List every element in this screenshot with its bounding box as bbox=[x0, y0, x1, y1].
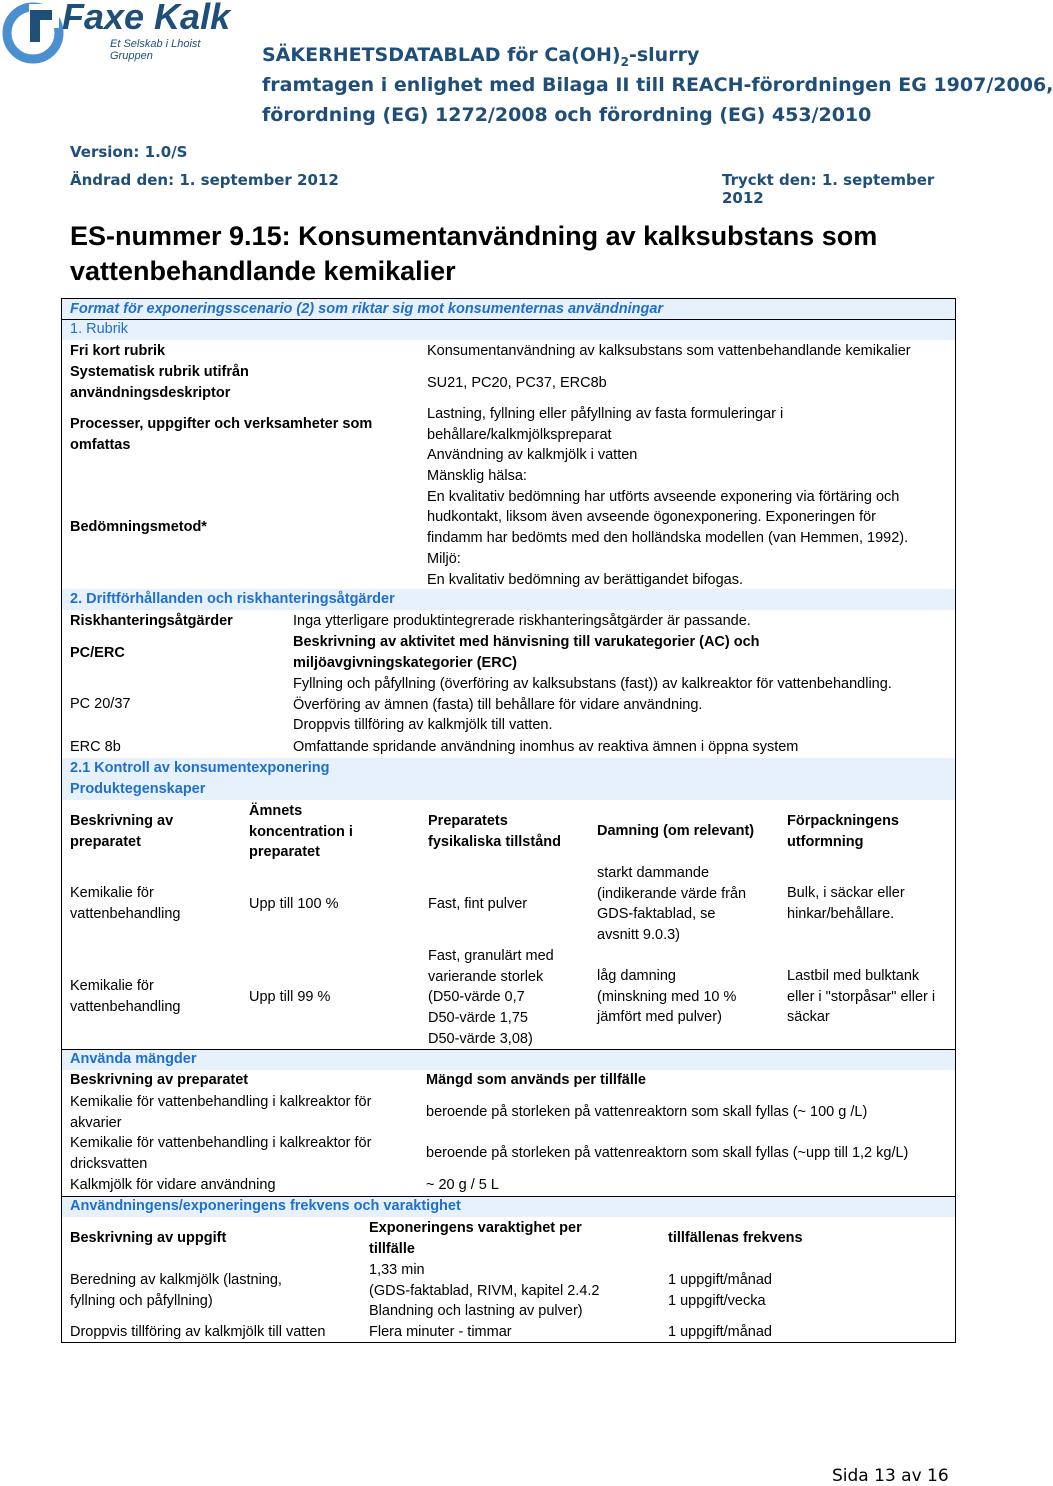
pc-erc-label: PC/ERC bbox=[70, 645, 125, 661]
amounts-title: Använda mängder bbox=[70, 1051, 197, 1067]
short-title-value: Konsumentanvändning av kalksubstans som vattenbehandlande kemikalier bbox=[427, 343, 911, 359]
row1-desc: Kemikalie för vattenbehandling bbox=[70, 885, 181, 922]
amounts-head-desc: Beskrivning av preparatet bbox=[70, 1072, 249, 1088]
amounts-head-amount: Mängd som används per tillfälle bbox=[426, 1072, 646, 1088]
systematic-title-value: SU21, PC20, PC37, ERC8b bbox=[427, 375, 607, 391]
processes-label: Processer, uppgifter och verksamheter som omfattas bbox=[70, 416, 373, 453]
col-conc-header: Ämnets koncentration i preparatet bbox=[249, 803, 353, 861]
short-title-label: Fri kort rubrik bbox=[70, 343, 166, 359]
amount-row3-desc: Kalkmjölk för vidare användning bbox=[70, 1177, 276, 1193]
col-pack-header: Förpackningens utformning bbox=[787, 813, 899, 850]
row2-conc: Upp till 99 % bbox=[249, 989, 331, 1005]
frequency-title: Användningens/exponeringens frekvens och varaktighet bbox=[70, 1198, 461, 1214]
page-number: Sida 13 av 16 bbox=[832, 1466, 949, 1486]
freq-row1-duration: 1,33 min (GDS-faktablad, RIVM, kapitel 2.4.2 Blandning och lastning av pulver) bbox=[369, 1262, 600, 1320]
risk-label: Riskhanteringsåtgärder bbox=[70, 613, 233, 629]
amount-row2-desc: Kemikalie för vattenbehandling i kalkreaktor för dricksvatten bbox=[70, 1135, 372, 1172]
col-desc-header: Beskrivning av preparatet bbox=[70, 813, 174, 850]
format-label: Format för exponeringsscenario (2) som riktar sig mot konsumenternas användningar bbox=[70, 301, 664, 317]
doc-title-line1: SÄKERHETSDATABLAD för $Ca(OH)_2$-slurry bbox=[262, 44, 700, 69]
assessment-value: Mänsklig hälsa: En kvalitativ bedömning har utförts avseende exponering via förtäring och hudkontakt, liksom även avseende ögonexponering. Exponeringen för findamm har bedömts med den holländska modellen (van Hemmen, 1992). Miljö: En kvalitativ bedömning av berättigandet bifogas. bbox=[427, 468, 909, 588]
section21-title: 2.1 Kontroll av konsumentexponering bbox=[70, 760, 330, 776]
printed-date: Tryckt den: 1. september 2012 bbox=[722, 171, 935, 207]
amount-row1-value: beroende på storleken på vattenreaktorn som skall fyllas (~ 100 g /L) bbox=[426, 1104, 868, 1120]
row2-state: Fast, granulärt med varierande storlek (D50-värde 0,7 D50-värde 1,75 D50-värde 3,08) bbox=[428, 948, 554, 1047]
freq-row2-task: Droppvis tillföring av kalkmjölk till vatten bbox=[70, 1324, 326, 1340]
row1-state: Fast, fint pulver bbox=[428, 896, 528, 912]
freq-row1-task: Beredning av kalkmjölk (lastning, fyllning och påfyllning) bbox=[70, 1272, 282, 1309]
logo-tagline: Et Selskab i Lhoist Gruppen bbox=[110, 38, 201, 62]
assessment-label: Bedömningsmetod* bbox=[70, 519, 207, 535]
freq-row1-freq: 1 uppgift/månad 1 uppgift/vecka bbox=[668, 1272, 772, 1309]
freq-head-freq: tillfällenas frekvens bbox=[668, 1230, 803, 1246]
row1-dust: starkt dammande (indikerande värde från GDS-faktablad, se avsnitt 9.0.3) bbox=[597, 865, 747, 944]
row2-pack: Lastbil med bulktank eller i "storpåsar" eller i säckar bbox=[787, 968, 936, 1026]
freq-head-task: Beskrivning av uppgift bbox=[70, 1230, 227, 1246]
systematic-title-label: Systematisk rubrik utifrån användningsdeskriptor bbox=[70, 364, 249, 401]
logo-mark-icon bbox=[2, 2, 64, 64]
doc-title-line2: framtagen i enlighet med Bilaga II till REACH-förordningen EG 1907/2006, bbox=[262, 74, 1053, 96]
amount-row2-value: beroende på storleken på vattenreaktorn som skall fyllas (~upp till 1,2 kg/L) bbox=[426, 1145, 909, 1161]
section2-title: 2. Driftförhållanden och riskhanteringsåtgärder bbox=[70, 591, 395, 607]
processes-value: Lastning, fyllning eller påfyllning av fasta formuleringar i behållare/kalkmjölkspreparat Användning av kalkmjölk i vatten bbox=[427, 406, 784, 464]
amount-row1-desc: Kemikalie för vattenbehandling i kalkreaktor för akvarier bbox=[70, 1094, 372, 1131]
doc-title-line3: förordning (EG) 1272/2008 och förordning (EG) 453/2010 bbox=[262, 104, 872, 126]
freq-row2-freq: 1 uppgift/månad bbox=[668, 1324, 772, 1340]
pc-erc-value: Beskrivning av aktivitet med hänvisning till varukategorier (AC) och miljöavgivningskategorier (ERC) bbox=[293, 634, 760, 671]
section1-title: 1. Rubrik bbox=[70, 321, 129, 337]
es-heading-line2: vattenbehandlande kemikalier bbox=[70, 256, 456, 286]
row1-conc: Upp till 100 % bbox=[249, 896, 339, 912]
freq-head-duration: Exponeringens varaktighet per tillfälle bbox=[369, 1220, 582, 1257]
version-label: Version: 1.0/S bbox=[70, 143, 188, 161]
logo-name: Faxe Kalk bbox=[62, 0, 231, 37]
col-dust-header: Damning (om relevant) bbox=[597, 823, 755, 839]
row1-pack: Bulk, i säckar eller hinkar/behållare. bbox=[787, 885, 905, 922]
changed-date: Ändrad den: 1. september 2012 bbox=[70, 171, 339, 189]
row2-dust: låg damning (minskning med 10 % jämfört med pulver) bbox=[597, 968, 737, 1026]
row2-desc: Kemikalie för vattenbehandling bbox=[70, 978, 181, 1015]
section1-title-bg bbox=[61, 319, 955, 340]
pc-value: Fyllning och påfyllning (överföring av kalksubstans (fast)) av kalkreaktor för vattenbehandling. Överföring av ämnen (fasta) till behållare för vidare användning. Droppvis tillföring av kalkmjölk till vatten. bbox=[293, 676, 892, 734]
col-state-header: Preparatets fysikaliska tillstånd bbox=[428, 813, 561, 850]
product-props-title: Produktegenskaper bbox=[70, 781, 206, 797]
risk-value: Inga ytterligare produktintegrerade riskhanteringsåtgärder är passande. bbox=[293, 613, 751, 629]
amount-row3-value: ~ 20 g / 5 L bbox=[426, 1177, 499, 1193]
freq-row2-duration: Flera minuter - timmar bbox=[369, 1324, 512, 1340]
company-logo bbox=[2, 2, 232, 64]
es-heading-line1: ES-nummer 9.15: Konsumentanvändning av kalksubstans som bbox=[70, 221, 878, 251]
pc-label: PC 20/37 bbox=[70, 696, 131, 712]
erc-value: Omfattande spridande användning inomhus av reaktiva ämnen i öppna system bbox=[293, 739, 799, 755]
erc-label: ERC 8b bbox=[70, 739, 121, 755]
